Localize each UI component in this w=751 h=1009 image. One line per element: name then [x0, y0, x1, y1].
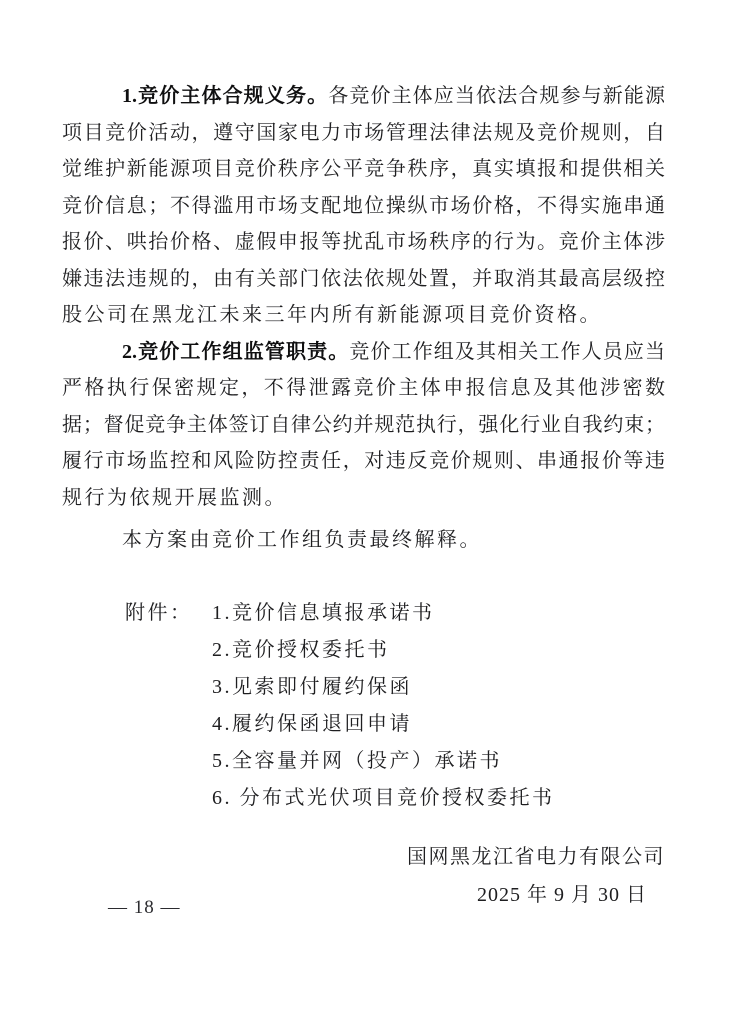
paragraph-2-first-line-text: 竞价工作组及其相关工作人员应当 [349, 340, 666, 363]
closing-line: 本方案由竞价工作组负责最终解释。 [122, 529, 482, 551]
body-line: 履行市场监控和风险防控责任，对违反竞价规则、串通报价等违 [62, 450, 665, 472]
attachments-section [62, 595, 665, 817]
signature-date: 2025 年 9 月 30 日 [477, 884, 647, 906]
body-line: 股公司在黑龙江未来三年内所有新能源项目竞价资格。 [62, 304, 602, 326]
attachment-item-2: 2.竞价授权委托书 [212, 638, 390, 661]
signature-organization: 国网黑龙江省电力有限公司 [407, 846, 665, 868]
attachment-row-1 [62, 595, 665, 632]
attachment-item-5: 5.全容量并网（投产）承诺书 [212, 749, 502, 772]
attachment-item-1: 1.竞价信息填报承诺书 [212, 601, 435, 624]
paragraph-1-heading: 1.竞价主体合规义务。 [122, 85, 329, 107]
page-number: — 18 — [108, 897, 181, 918]
body-line: 嫌违法违规的，由有关部门依法依规处置，并取消其最高层级控 [62, 267, 665, 290]
attachment-item-6: 6. 分布式光伏项目竞价授权委托书 [212, 786, 555, 809]
body-line: 项目竞价活动，遵守国家电力市场管理法律法规及竞价规则，自 [62, 121, 665, 144]
body-line: 觉维护新能源项目竞价秩序公平竞争秩序，真实填报和提供相关 [62, 158, 665, 180]
attachment-item-4: 4.履约保函退回申请 [212, 712, 412, 735]
paragraph-2 [62, 334, 665, 517]
body-line: 报价、哄抬价格、虚假申报等扰乱市场秩序的行为。竞价主体涉 [62, 231, 665, 253]
attachment-item-3: 3.见索即付履约保函 [212, 675, 412, 698]
paragraph-1 [62, 78, 665, 334]
attachments-label: 附件： [125, 601, 193, 624]
paragraph-1-first-line [62, 78, 665, 115]
body-line: 规行为依规开展监测。 [62, 486, 287, 509]
document-body [62, 78, 665, 817]
body-line: 严格执行保密规定，不得泄露竞价主体申报信息及其他涉密数 [62, 377, 665, 399]
paragraph-2-first-line [62, 334, 665, 371]
body-line: 竞价信息；不得滥用市场支配地位操纵市场价格，不得实施串通 [62, 194, 665, 217]
paragraph-1-first-line-text: 各竞价主体应当依法合规参与新能源 [328, 85, 666, 107]
body-line: 据；督促竞争主体签订自律公约并规范执行，强化行业自我约束； [62, 413, 665, 436]
paragraph-2-heading: 2.竞价工作组监管职责。 [122, 340, 350, 363]
